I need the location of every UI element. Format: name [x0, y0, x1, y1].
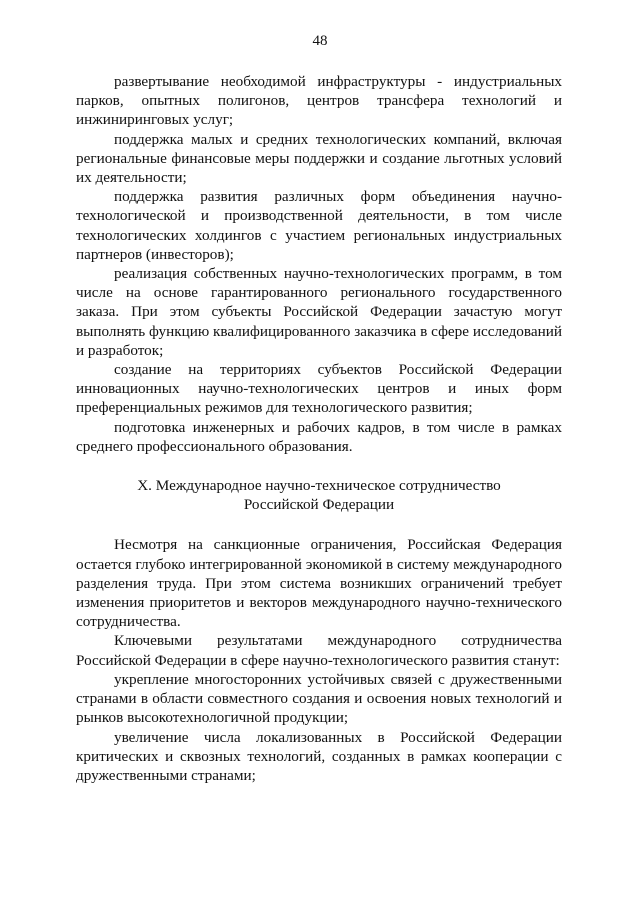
- section-heading-line-1: X. Международное научно-техническое сотрудничество: [137, 477, 501, 495]
- list-item-multilateral-ties: укрепление многосторонних устойчивых связей с дружественными странами в области совместного создания и освоения новых технологий и рынков высокотехнологичной продукции;: [76, 670, 562, 727]
- section-heading: [76, 476, 562, 514]
- page-number: 48: [312, 33, 328, 49]
- list-item-small-business-support: поддержка малых и средних технологических компаний, включая региональные финансовые меры поддержки и создание льготных условий их деятельности;: [76, 130, 562, 187]
- list-item-infrastructure: развертывание необходимой инфраструктуры - индустриальных парков, опытных полигонов, центров трансфера технологий и инжиниринговых услуг;: [76, 73, 562, 129]
- list-item-staff-training: подготовка инженерных и рабочих кадров, в том числе в рамках среднего профессионального образования.: [76, 418, 562, 455]
- list-item-regional-programs: реализация собственных научно-технологических программ, в том числе на основе гарантированного регионального государственного заказа. При этом субъекты Российской Федерации зачастую могут выполнять функцию квалифицированного заказчика в сфере исследований и разработок;: [76, 265, 562, 359]
- paragraph-sanctions: Несмотря на санкционные ограничения, Российская Федерация остается глубоко интегрированной экономикой в систему международного разделения труда. При этом система возникших ограничений требует изменения приоритетов и векторов международного научно-технического сотрудничества.: [76, 536, 562, 631]
- list-item-innovation-centers: создание на территориях субъектов Российской Федерации инновационных научно-технологических центров и иных форм преференциальных режимов для технологического развития;: [76, 361, 562, 417]
- section-heading-line-2: Российской Федерации: [243, 496, 395, 514]
- paragraph-key-results: Ключевыми результатами международного сотрудничества Российской Федерации в сфере научно-технологического развития станут:: [76, 632, 562, 669]
- page-body: [76, 72, 562, 785]
- list-item-localized-technologies: увеличение числа локализованных в Российской Федерации критических и сквозных технологий, созданных в рамках кооперации с дружественными странами;: [76, 728, 562, 784]
- list-item-holdings-support: поддержка развития различных форм объединения научно-технологической и производственной деятельности, в том числе технологических холдингов с участием региональных индустриальных партнеров (инвесторов);: [76, 188, 562, 263]
